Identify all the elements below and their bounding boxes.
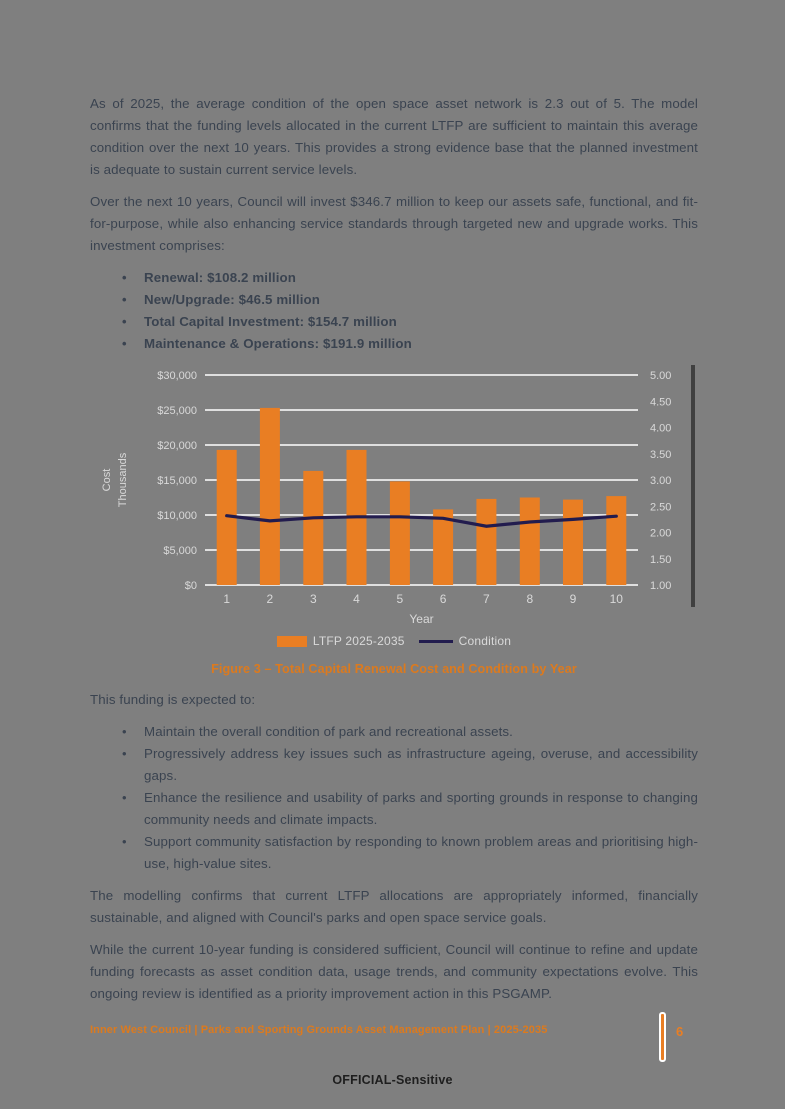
bullet-address-issues: • Progressively address key issues such as infrastructure ageing, overuse, and accessibility gaps. xyxy=(120,743,698,787)
bullet-support-satisfaction: • Support community satisfaction by responding to known problem areas and prioritising high-use, high-value sites. xyxy=(120,831,698,875)
chart-right-border xyxy=(691,365,695,607)
bullet-maintain-condition: • Maintain the overall condition of park and recreational assets. xyxy=(120,721,698,743)
legend-label-condition: Condition xyxy=(458,634,512,648)
right-axis-tick: 1.50 xyxy=(650,553,672,566)
page-number: 6 xyxy=(676,1024,684,1039)
right-axis-tick: 2.50 xyxy=(650,501,672,514)
x-axis-tick: 10 xyxy=(609,592,623,606)
figure-3-chart xyxy=(90,365,698,648)
investment-bullet-list xyxy=(90,267,698,355)
left-axis-tick: $0 xyxy=(184,580,197,592)
left-axis-tick: $25,000 xyxy=(157,405,197,417)
legend-item-condition xyxy=(419,634,512,648)
paragraph-condition-summary: As of 2025, the average condition of the open space asset network is 2.3 out of 5. The model confirms that the funding levels allocated in the current LTFP are sufficient to maintain this average condition over the next 10 years. This provides a strong evidence base that the planned investment is adequate to sustain current service levels. xyxy=(90,96,698,177)
expected-outcomes-bullet-list xyxy=(90,721,698,875)
legend-item-ltfp xyxy=(277,634,405,648)
paragraph-investment-summary: Over the next 10 years, Council will invest $346.7 million to keep our assets safe, functional, and fit-for-purpose, while also enhancing service standards through targeted new and upgrade works. This investment comprises: xyxy=(90,194,698,253)
legend-label-ltfp: LTFP 2025-2035 xyxy=(312,634,405,648)
condition-line-swatch-icon xyxy=(419,640,453,643)
left-axis-tick: $20,000 xyxy=(157,440,197,452)
bullet-maintenance-operations: • Maintenance & Operations: $191.9 million xyxy=(120,333,698,355)
x-axis-tick: 6 xyxy=(439,592,447,606)
bullet-renewal: • Renewal: $108.2 million xyxy=(120,267,698,289)
x-axis-tick: 1 xyxy=(223,592,231,606)
bullet-total-capital: • Total Capital Investment: $154.7 million xyxy=(120,311,698,333)
right-axis-tick: 3.50 xyxy=(650,448,672,461)
right-axis-tick: 3.00 xyxy=(650,475,672,487)
x-axis-tick: 4 xyxy=(353,592,360,606)
y-axis-title-cost: Cost xyxy=(101,468,113,492)
bar-year-5 xyxy=(390,481,410,585)
page-number-divider xyxy=(659,1012,666,1062)
left-axis-tick: $10,000 xyxy=(157,510,197,522)
x-axis-tick: 3 xyxy=(309,592,317,606)
classification-label: OFFICIAL-Sensitive xyxy=(332,1073,453,1087)
bar-year-8 xyxy=(520,498,540,586)
chart-legend xyxy=(90,634,698,648)
paragraph-modelling: The modelling confirms that current LTFP allocations are appropriately informed, financially sustainable, and aligned with Council's parks and open space service goals. xyxy=(90,888,698,925)
right-axis-tick: 2.00 xyxy=(650,527,672,540)
y-axis-title-thousands: Thousands xyxy=(117,452,129,508)
bullet-new-upgrade: • New/Upgrade: $46.5 million xyxy=(120,289,698,311)
content-column xyxy=(90,0,698,1015)
figure-caption: Figure 3 – Total Capital Renewal Cost and Condition by Year xyxy=(211,662,577,676)
x-axis-title: Year xyxy=(409,612,434,626)
right-axis-tick: 4.50 xyxy=(650,396,672,409)
right-axis-tick: 5.00 xyxy=(650,370,672,382)
right-axis-tick: 4.00 xyxy=(650,422,672,435)
right-axis-tick: 1.00 xyxy=(650,580,672,592)
bar-year-2 xyxy=(260,408,280,585)
x-axis-tick: 8 xyxy=(526,592,534,606)
bar-year-10 xyxy=(606,496,626,585)
paragraph-expected-intro: This funding is expected to: xyxy=(90,692,256,707)
capital-renewal-chart xyxy=(90,365,698,627)
bar-year-3 xyxy=(303,471,323,585)
left-axis-tick: $30,000 xyxy=(157,370,197,382)
bar-year-7 xyxy=(476,499,496,585)
ltfp-bar-swatch-icon xyxy=(277,636,307,647)
paragraph-outlook: While the current 10-year funding is considered sufficient, Council will continue to refine and update funding forecasts as asset condition data, usage trends, and community expectations evolve. This ongoing review is identified as a priority improvement action in this PSGAMP. xyxy=(90,942,698,1001)
x-axis-tick: 2 xyxy=(266,592,274,606)
footer-document-title: Inner West Council | Parks and Sporting Grounds Asset Management Plan | 2025-2035 xyxy=(90,1024,548,1036)
x-axis-tick: 5 xyxy=(396,592,404,606)
x-axis-tick: 7 xyxy=(483,592,490,606)
left-axis-tick: $5,000 xyxy=(163,545,197,557)
bullet-enhance-resilience: • Enhance the resilience and usability of parks and sporting grounds in response to changing community needs and climate impacts. xyxy=(120,787,698,831)
condition-line xyxy=(227,516,617,527)
left-axis-tick: $15,000 xyxy=(157,475,197,487)
bar-year-9 xyxy=(563,500,583,585)
x-axis-tick: 9 xyxy=(569,592,577,606)
